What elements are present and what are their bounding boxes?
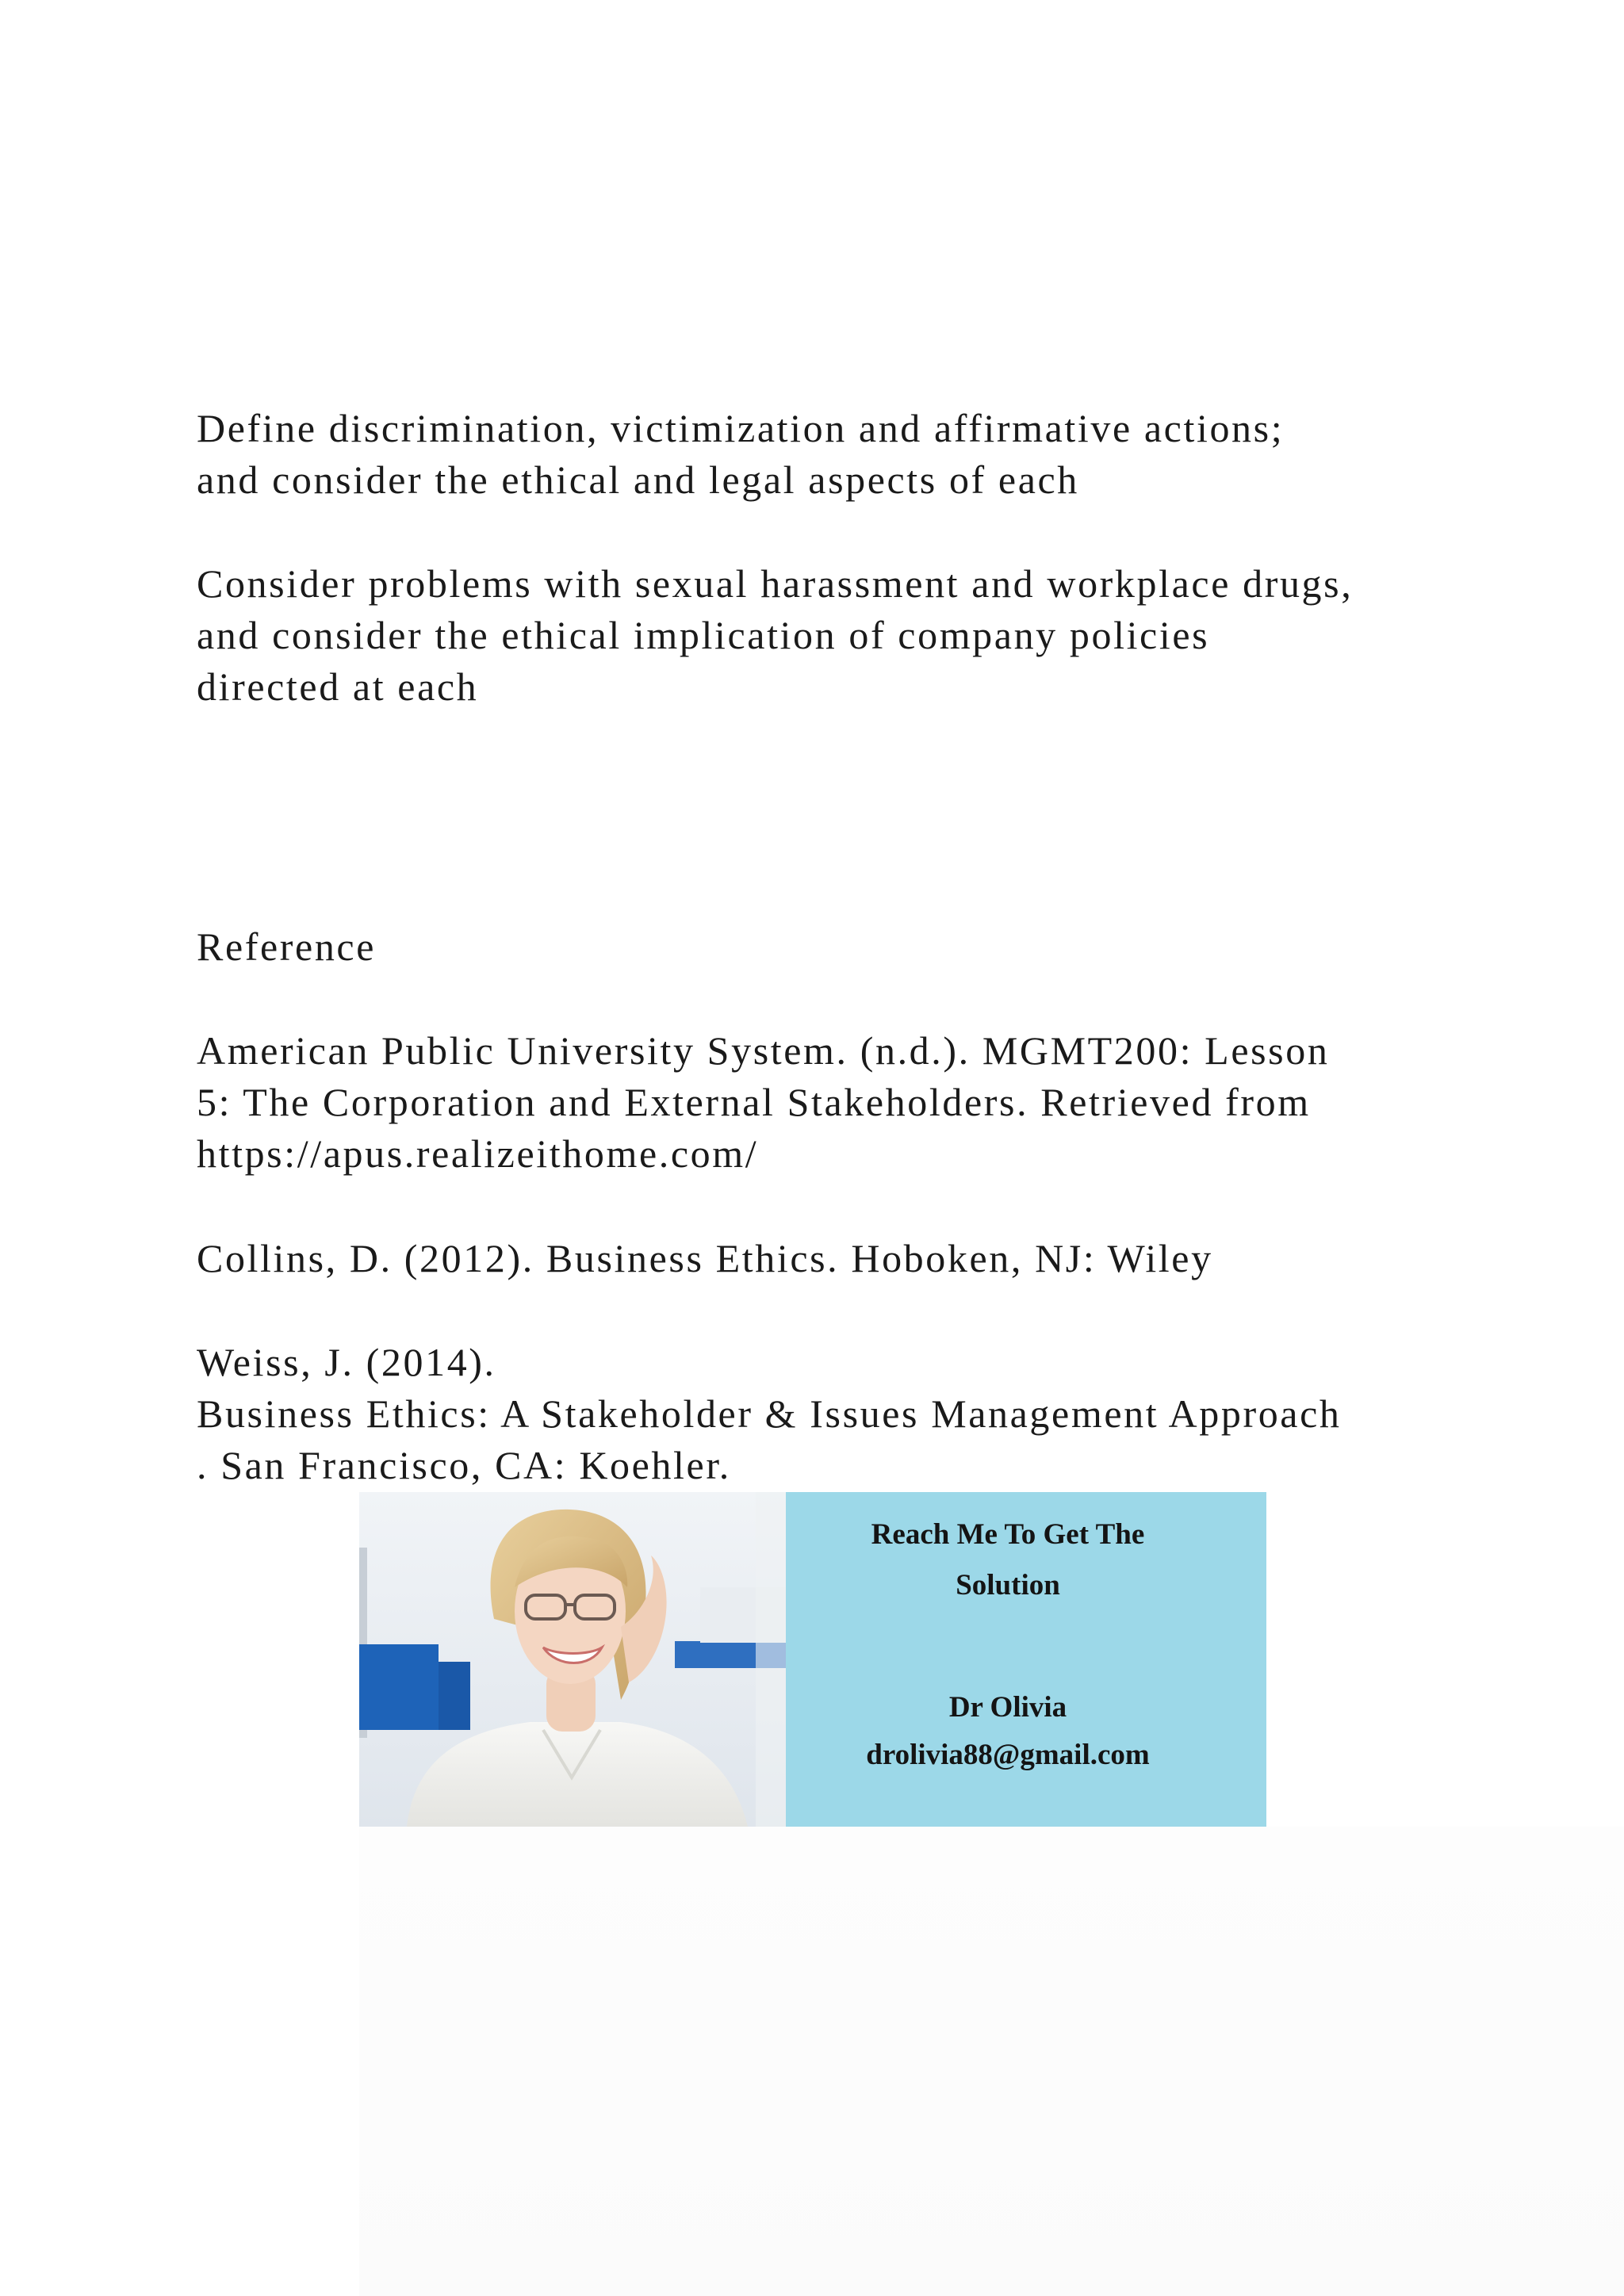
reference-heading-text: Reference — [197, 924, 377, 969]
reference-heading — [197, 921, 1465, 973]
promo-photo — [359, 1492, 786, 1827]
contact-email[interactable]: drolivia88@gmail.com — [866, 1739, 1150, 1771]
card-headline: Reach Me To Get The — [871, 1518, 1145, 1551]
paragraph-line: Define discrimination, victimization and affirmative actions; — [197, 406, 1285, 450]
contact-card — [786, 1492, 1266, 1827]
promo-banner — [359, 1492, 1266, 1827]
reference-line: Business Ethics: A Stakeholder & Issues Management Approach — [197, 1391, 1342, 1436]
image-lower-region — [359, 1827, 1624, 2296]
paragraph-line: directed at each — [197, 664, 479, 709]
woman-portrait-illustration — [359, 1492, 786, 1827]
reference-url: https://apus.realizeithome.com/ — [197, 1131, 759, 1176]
reference-line: 5: The Corporation and External Stakeholders. Retrieved from — [197, 1080, 1311, 1124]
contact-name: Dr Olivia — [948, 1691, 1067, 1724]
reference-line: Collins, D. (2012). Business Ethics. Hoboken, NJ: Wiley — [197, 1236, 1213, 1280]
paragraph-line: Consider problems with sexual harassment and workplace drugs, — [197, 561, 1354, 606]
reference-line: American Public University System. (n.d.). MGMT200: Lesson — [197, 1028, 1330, 1073]
paragraph-harassment — [197, 558, 1465, 713]
reference-apus — [197, 1025, 1465, 1180]
paragraph-line: and consider the ethical implication of company policies — [197, 613, 1210, 657]
reference-line: Weiss, J. (2014). — [197, 1340, 496, 1384]
reference-weiss — [197, 1337, 1465, 1491]
paragraph-line: and consider the ethical and legal aspects of each — [197, 457, 1079, 502]
card-subheadline: Solution — [956, 1569, 1060, 1601]
reference-collins — [197, 1233, 1465, 1284]
paragraph-discrimination — [197, 403, 1465, 506]
reference-line: . San Francisco, CA: Koehler. — [197, 1443, 731, 1487]
